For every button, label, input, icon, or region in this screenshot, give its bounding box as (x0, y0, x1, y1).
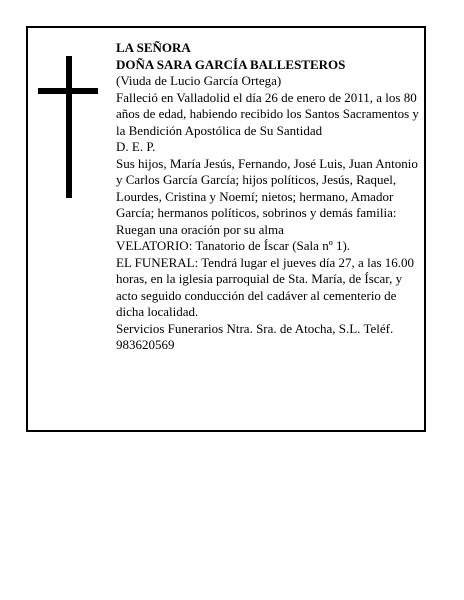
obituary-text (116, 40, 422, 354)
deceased-name: DOÑA SARA GARCÍA BALLESTEROS (116, 56, 346, 72)
cross-vertical-bar (66, 56, 72, 198)
rip-text: D. E. P. (116, 139, 156, 154)
title-line-1: LA SEÑORA (116, 40, 191, 55)
prayer-text: Ruegan una oración por su alma (116, 221, 284, 237)
death-text: Falleció en Valladolid el día 26 de enero de 2011, a los 80 años de edad, habiendo recibido los Santos Sacramentos y la Bendición Apostólica de Su Santidad (116, 89, 419, 138)
cross-icon (38, 56, 98, 198)
obituary-notice (26, 26, 426, 432)
wake-text: VELATORIO: Tanatorio de Íscar (Sala nº 1). (116, 238, 351, 253)
funeral-services-text: Servicios Funerarios Ntra. Sra. de Atocha, S.L. Teléf. 983620569 (116, 320, 394, 352)
cross-horizontal-bar (38, 88, 98, 94)
family-text: Sus hijos, María Jesús, Fernando, José Luis, Juan Antonio y Carlos García García; hijos políticos, Jesús, Raquel, Lourdes, Cristina y Noemí; nietos; hermano, Amador García; hermanos políticos, sobrinos y demás familia: (116, 155, 418, 220)
funeral-text: EL FUNERAL: Tendrá lugar el jueves día 27, a las 16.00 horas, en la iglesia parroquial de Sta. María, de Íscar, y acto seguido conducción del cadáver al cementerio de dicha localidad. (116, 254, 415, 319)
widow-of: (Viuda de Lucio García Ortega) (116, 73, 282, 88)
